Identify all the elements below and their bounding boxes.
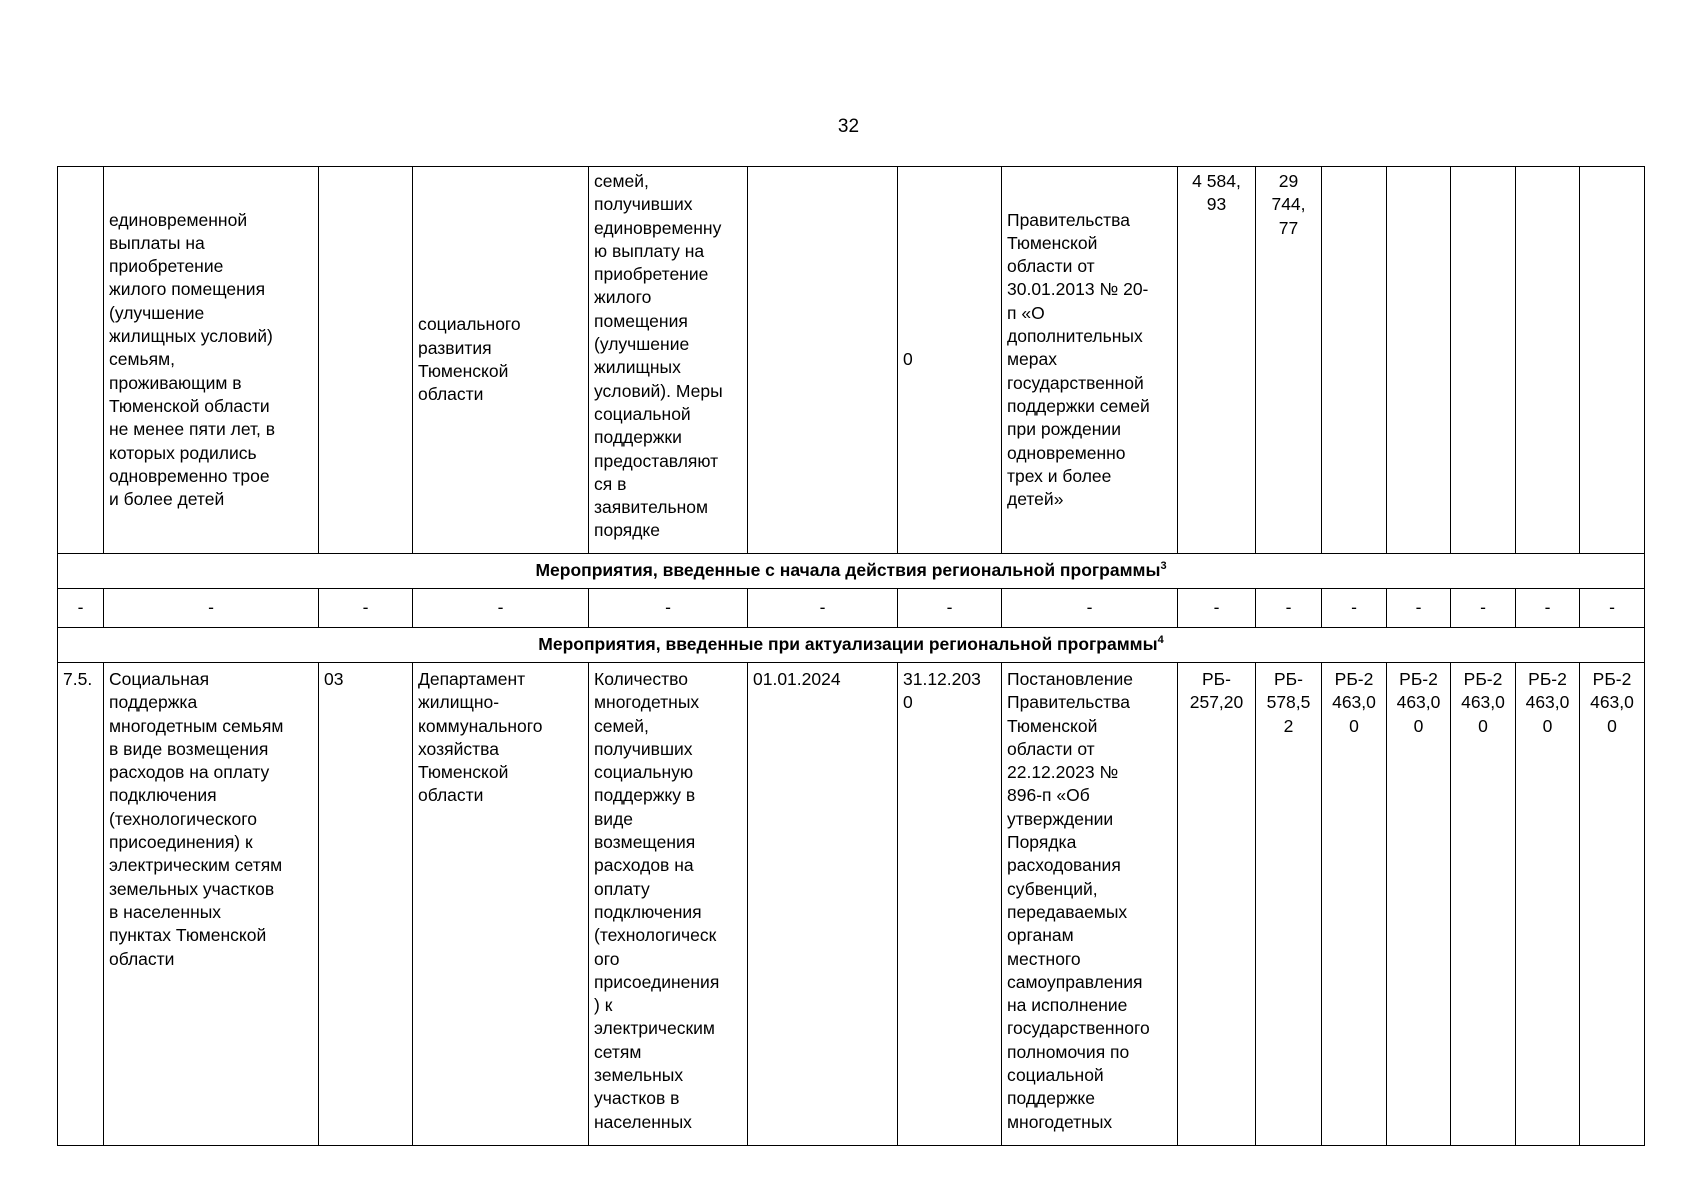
footnote-mark: 3	[1160, 560, 1167, 573]
cell-dash: -	[589, 589, 748, 628]
cell-dash: -	[1256, 589, 1322, 628]
cell-value-2: 29 744, 77	[1256, 167, 1322, 554]
cell-value-4: РБ-2 463,0 0	[1387, 663, 1451, 1146]
measures-table	[57, 166, 1645, 1146]
cell-dash: -	[413, 589, 589, 628]
cell-dash: -	[58, 589, 104, 628]
page-number: 32	[837, 116, 860, 137]
cell-start-date: 01.01.2024	[748, 663, 898, 1146]
cell-dash: -	[104, 589, 319, 628]
section-header-since-start	[58, 554, 1645, 589]
cell-code: 03	[319, 663, 413, 1146]
cell-dash: -	[1451, 589, 1516, 628]
cell-value-3	[1322, 167, 1387, 554]
cell-legal-act: Постановление Правительства Тюменской области от 22.12.2023 № 896-п «Об утверждении Порядка расходования субвенций, передаваемых органам местного самоуправления на исполнение государственного полномочия по социальной поддержке многодетных	[1002, 663, 1178, 1146]
section-title	[58, 628, 1645, 663]
section-title-text: Мероприятия, введенные при актуализации региональной программы	[538, 634, 1158, 655]
cell-dash: -	[898, 589, 1002, 628]
table-row-empty	[58, 589, 1645, 628]
cell-code	[319, 167, 413, 554]
cell-start-date	[748, 167, 898, 554]
cell-dash: -	[1387, 589, 1451, 628]
cell-dash: -	[319, 589, 413, 628]
cell-measure-name: Социальная поддержка многодетным семьям в виде возмещения расходов на оплату подключения (технологического присоединения) к электрическим сетям земельных участков в населенных пунктах Тюменской области	[104, 663, 319, 1146]
cell-indicator: Количество многодетных семей, получивших социальную поддержку в виде возмещения расходов на оплату подключения (технологическ ого присоединения ) к электрическим сетям земельных участков в населенных	[589, 663, 748, 1146]
section-header-actualization	[58, 628, 1645, 663]
footnote-mark: 4	[1157, 634, 1164, 647]
cell-dash: -	[1580, 589, 1645, 628]
cell-value-2: РБ- 578,5 2	[1256, 663, 1322, 1146]
section-title	[58, 554, 1645, 589]
table-row-7-5	[58, 663, 1645, 1146]
cell-value-1: 4 584, 93	[1178, 167, 1256, 554]
cell-value-5	[1451, 167, 1516, 554]
table-row-continued	[58, 167, 1645, 554]
cell-value-6: РБ-2 463,0 0	[1516, 663, 1580, 1146]
cell-legal-act: Правительства Тюменской области от 30.01.2013 № 20- п «О дополнительных мерах государственной поддержки семей при рождении одновременно трех и более детей»	[1002, 167, 1178, 554]
cell-number	[58, 167, 104, 554]
cell-end-date: 0	[898, 167, 1002, 554]
cell-executor: социального развития Тюменской области	[413, 167, 589, 554]
cell-value-1: РБ- 257,20	[1178, 663, 1256, 1146]
cell-value-3: РБ-2 463,0 0	[1322, 663, 1387, 1146]
cell-value-4	[1387, 167, 1451, 554]
cell-dash: -	[1002, 589, 1178, 628]
cell-dash: -	[1178, 589, 1256, 628]
cell-executor: Департамент жилищно- коммунального хозяйства Тюменской области	[413, 663, 589, 1146]
cell-value-7	[1580, 167, 1645, 554]
cell-dash: -	[1516, 589, 1580, 628]
cell-value-6	[1516, 167, 1580, 554]
cell-number: 7.5.	[58, 663, 104, 1146]
cell-value-5: РБ-2 463,0 0	[1451, 663, 1516, 1146]
cell-indicator: семей, получивших единовременну ю выплату на приобретение жилого помещения (улучшение жилищных условий). Меры социальной поддержки предоставляют ся в заявительном порядке	[589, 167, 748, 554]
cell-end-date: 31.12.203 0	[898, 663, 1002, 1146]
cell-value-7: РБ-2 463,0 0	[1580, 663, 1645, 1146]
cell-dash: -	[748, 589, 898, 628]
cell-measure-name: единовременной выплаты на приобретение жилого помещения (улучшение жилищных условий) семьям, проживающим в Тюменской области не менее пяти лет, в которых родились одновременно трое и более детей	[104, 167, 319, 554]
cell-dash: -	[1322, 589, 1387, 628]
section-title-text: Мероприятия, введенные с начала действия региональной программы	[535, 560, 1161, 581]
